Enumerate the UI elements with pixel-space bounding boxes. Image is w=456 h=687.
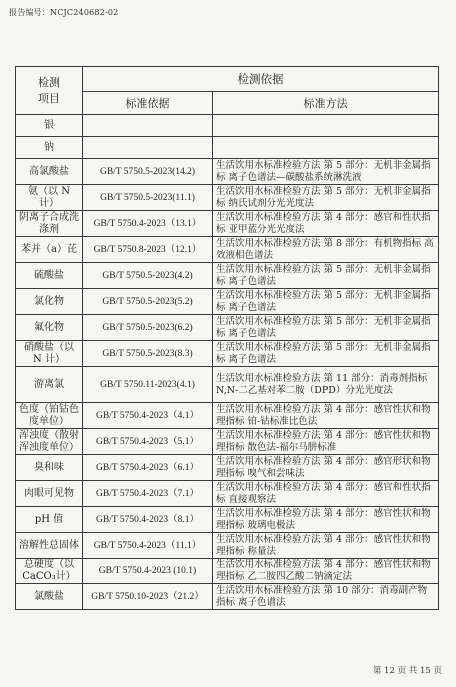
row-standard: GB/T 5750.11-2023(4.1) bbox=[83, 367, 213, 403]
row-standard: GB/T 5750.4-2023 (10.1) bbox=[83, 559, 213, 584]
table-row bbox=[16, 289, 439, 315]
row-method bbox=[213, 137, 439, 159]
header-standard: 标准依据 bbox=[83, 92, 213, 115]
row-item: 高氯酸盐 bbox=[16, 159, 83, 185]
row-item: 氟化物 bbox=[16, 315, 83, 341]
page-number: 第 12 页 共 15 页 bbox=[372, 666, 442, 676]
header-method: 标准方法 bbox=[213, 92, 439, 115]
header-item-line2: 项目 bbox=[38, 91, 60, 105]
table-row bbox=[16, 115, 439, 137]
row-standard: GB/T 5750.10-2023（21.2） bbox=[83, 584, 213, 610]
row-standard: GB/T 5750.4-2023（8.1） bbox=[83, 507, 213, 533]
table-row bbox=[16, 185, 439, 211]
header-item-line1: 检测 bbox=[38, 75, 60, 89]
row-method: 生活饮用水标准检验方法 第 4 部分：感官性状和物理指标 铂-钴标准比色法 bbox=[213, 403, 439, 429]
row-standard: GB/T 5750.5-2023(5.2) bbox=[83, 289, 213, 315]
row-item: 臭和味 bbox=[16, 455, 83, 481]
row-standard: GB/T 5750.4-2023（7.1） bbox=[83, 481, 213, 507]
table-row bbox=[16, 455, 439, 481]
table-row bbox=[16, 507, 439, 533]
row-method: 生活饮用水标准检验方法 第 5 部分：无机非金属指标 离子色谱法 bbox=[213, 289, 439, 315]
row-standard: GB/T 5750.5-2023(11.1) bbox=[83, 185, 213, 211]
row-standard: GB/T 5750.4-2023（6.1） bbox=[83, 455, 213, 481]
table-row bbox=[16, 137, 439, 159]
row-standard: GB/T 5750.8-2023（12.1） bbox=[83, 237, 213, 263]
row-method: 生活饮用水标准检验方法 第 5 部分：无机非金属指标 离子色谱法 bbox=[213, 263, 439, 289]
row-method: 生活饮用水标准检验方法 第 5 部分：无机非金属指标 纳氏试剂分光光度法 bbox=[213, 185, 439, 211]
row-method: 生活饮用水标准检验方法 第 8 部分：有机物指标 高效液相色谱法 bbox=[213, 237, 439, 263]
row-method: 生活饮用水标准检验方法 第 4 部分：感官形状和物理指标 嗅气和尝味法 bbox=[213, 455, 439, 481]
row-standard: GB/T 5750.4-2023（11.1） bbox=[83, 533, 213, 559]
row-method: 生活饮用水标准检验方法 第 5 部分：无机非金属指标 离子色谱法 bbox=[213, 315, 439, 341]
row-method: 生活饮用水标准检验方法 第 4 部分：感官和性状指标 直接观察法 bbox=[213, 481, 439, 507]
table-row bbox=[16, 584, 439, 610]
row-method: 生活饮用水标准检验方法 第 4 部分：感官性状和物理指标 称量法 bbox=[213, 533, 439, 559]
row-method: 生活饮用水标准检验方法 第 5 部分：无机非金属指标 离子色谱法—碳酸盐系统淋洗液 bbox=[213, 159, 439, 185]
header-item bbox=[16, 67, 83, 115]
row-method: 生活饮用水标准检验方法 第 5 部分：无机非金属指标 离子色谱法 bbox=[213, 341, 439, 367]
table-row bbox=[16, 533, 439, 559]
table-row bbox=[16, 211, 439, 237]
row-item: 阴离子合成洗涤剂 bbox=[16, 211, 83, 237]
row-item: 钠 bbox=[16, 137, 83, 159]
row-standard: GB/T 5750.5-2023(4.2) bbox=[83, 263, 213, 289]
row-item: 氨（以 N 计） bbox=[16, 185, 83, 211]
row-item: 总硬度（以 CaCO₃计） bbox=[16, 559, 83, 584]
table-row bbox=[16, 403, 439, 429]
row-standard: GB/T 5750.4-2023（5.1） bbox=[83, 429, 213, 455]
row-item: 溶解性总固体 bbox=[16, 533, 83, 559]
row-item: 色度（铂钴色度单位） bbox=[16, 403, 83, 429]
row-method: 生活饮用水标准检验方法 第 4 部分：感官性状和物理指标 散色法-福尔马肼标准 bbox=[213, 429, 439, 455]
row-method: 生活饮用水标准检验方法 第 10 部分：消毒副产物指标 离子色谱法 bbox=[213, 584, 439, 610]
row-item: 肉眼可见物 bbox=[16, 481, 83, 507]
row-item: 氯酸盐 bbox=[16, 584, 83, 610]
row-item: 硝酸盐（以 N 计） bbox=[16, 341, 83, 367]
row-item: 氯化物 bbox=[16, 289, 83, 315]
row-item: 银 bbox=[16, 115, 83, 137]
row-method: 生活饮用水标准检验方法 第 4 部分：感官和性状指标 亚甲蓝分光光度法 bbox=[213, 211, 439, 237]
row-standard: GB/T 5750.5-2023(6.2) bbox=[83, 315, 213, 341]
row-method: 生活饮用水标准检验方法 第 4 部分：感官性状和物理指标 乙二胺四乙酸二钠滴定法 bbox=[213, 559, 439, 584]
row-item: 游离氯 bbox=[16, 367, 83, 403]
row-method bbox=[213, 115, 439, 137]
row-item: 苯并（a）芘 bbox=[16, 237, 83, 263]
report-number: 报告编号：NCJC240682-02 bbox=[9, 8, 119, 17]
table-row bbox=[16, 481, 439, 507]
row-standard: GB/T 5750.5-2023(8.3) bbox=[83, 341, 213, 367]
row-standard: GB/T 5750.4-2023（13.1） bbox=[83, 211, 213, 237]
row-standard: GB/T 5750.4-2023（4.1） bbox=[83, 403, 213, 429]
table-row bbox=[16, 341, 439, 367]
table-row bbox=[16, 367, 439, 403]
table-row bbox=[16, 559, 439, 584]
row-method: 生活饮用水标准检验方法 第 4 部分：感官性状和物理指标 玻璃电极法 bbox=[213, 507, 439, 533]
row-item: 硫酸盐 bbox=[16, 263, 83, 289]
table-row bbox=[16, 429, 439, 455]
row-item: 浑浊度（散射浑浊度单位） bbox=[16, 429, 83, 455]
row-standard: GB/T 5750.5-2023(14.2) bbox=[83, 159, 213, 185]
row-standard bbox=[83, 115, 213, 137]
row-item: pH 值 bbox=[16, 507, 83, 533]
table-row bbox=[16, 237, 439, 263]
table-row bbox=[16, 159, 439, 185]
row-standard bbox=[83, 137, 213, 159]
table-row bbox=[16, 315, 439, 341]
table-row bbox=[16, 263, 439, 289]
row-method: 生活饮用水标准检验方法 第 11 部分：消毒剂指标 N,N-二乙基对苯二胺（DPD）分光光度法 bbox=[213, 367, 439, 403]
detection-basis-table bbox=[15, 66, 439, 610]
header-basis: 检测依据 bbox=[83, 67, 439, 92]
